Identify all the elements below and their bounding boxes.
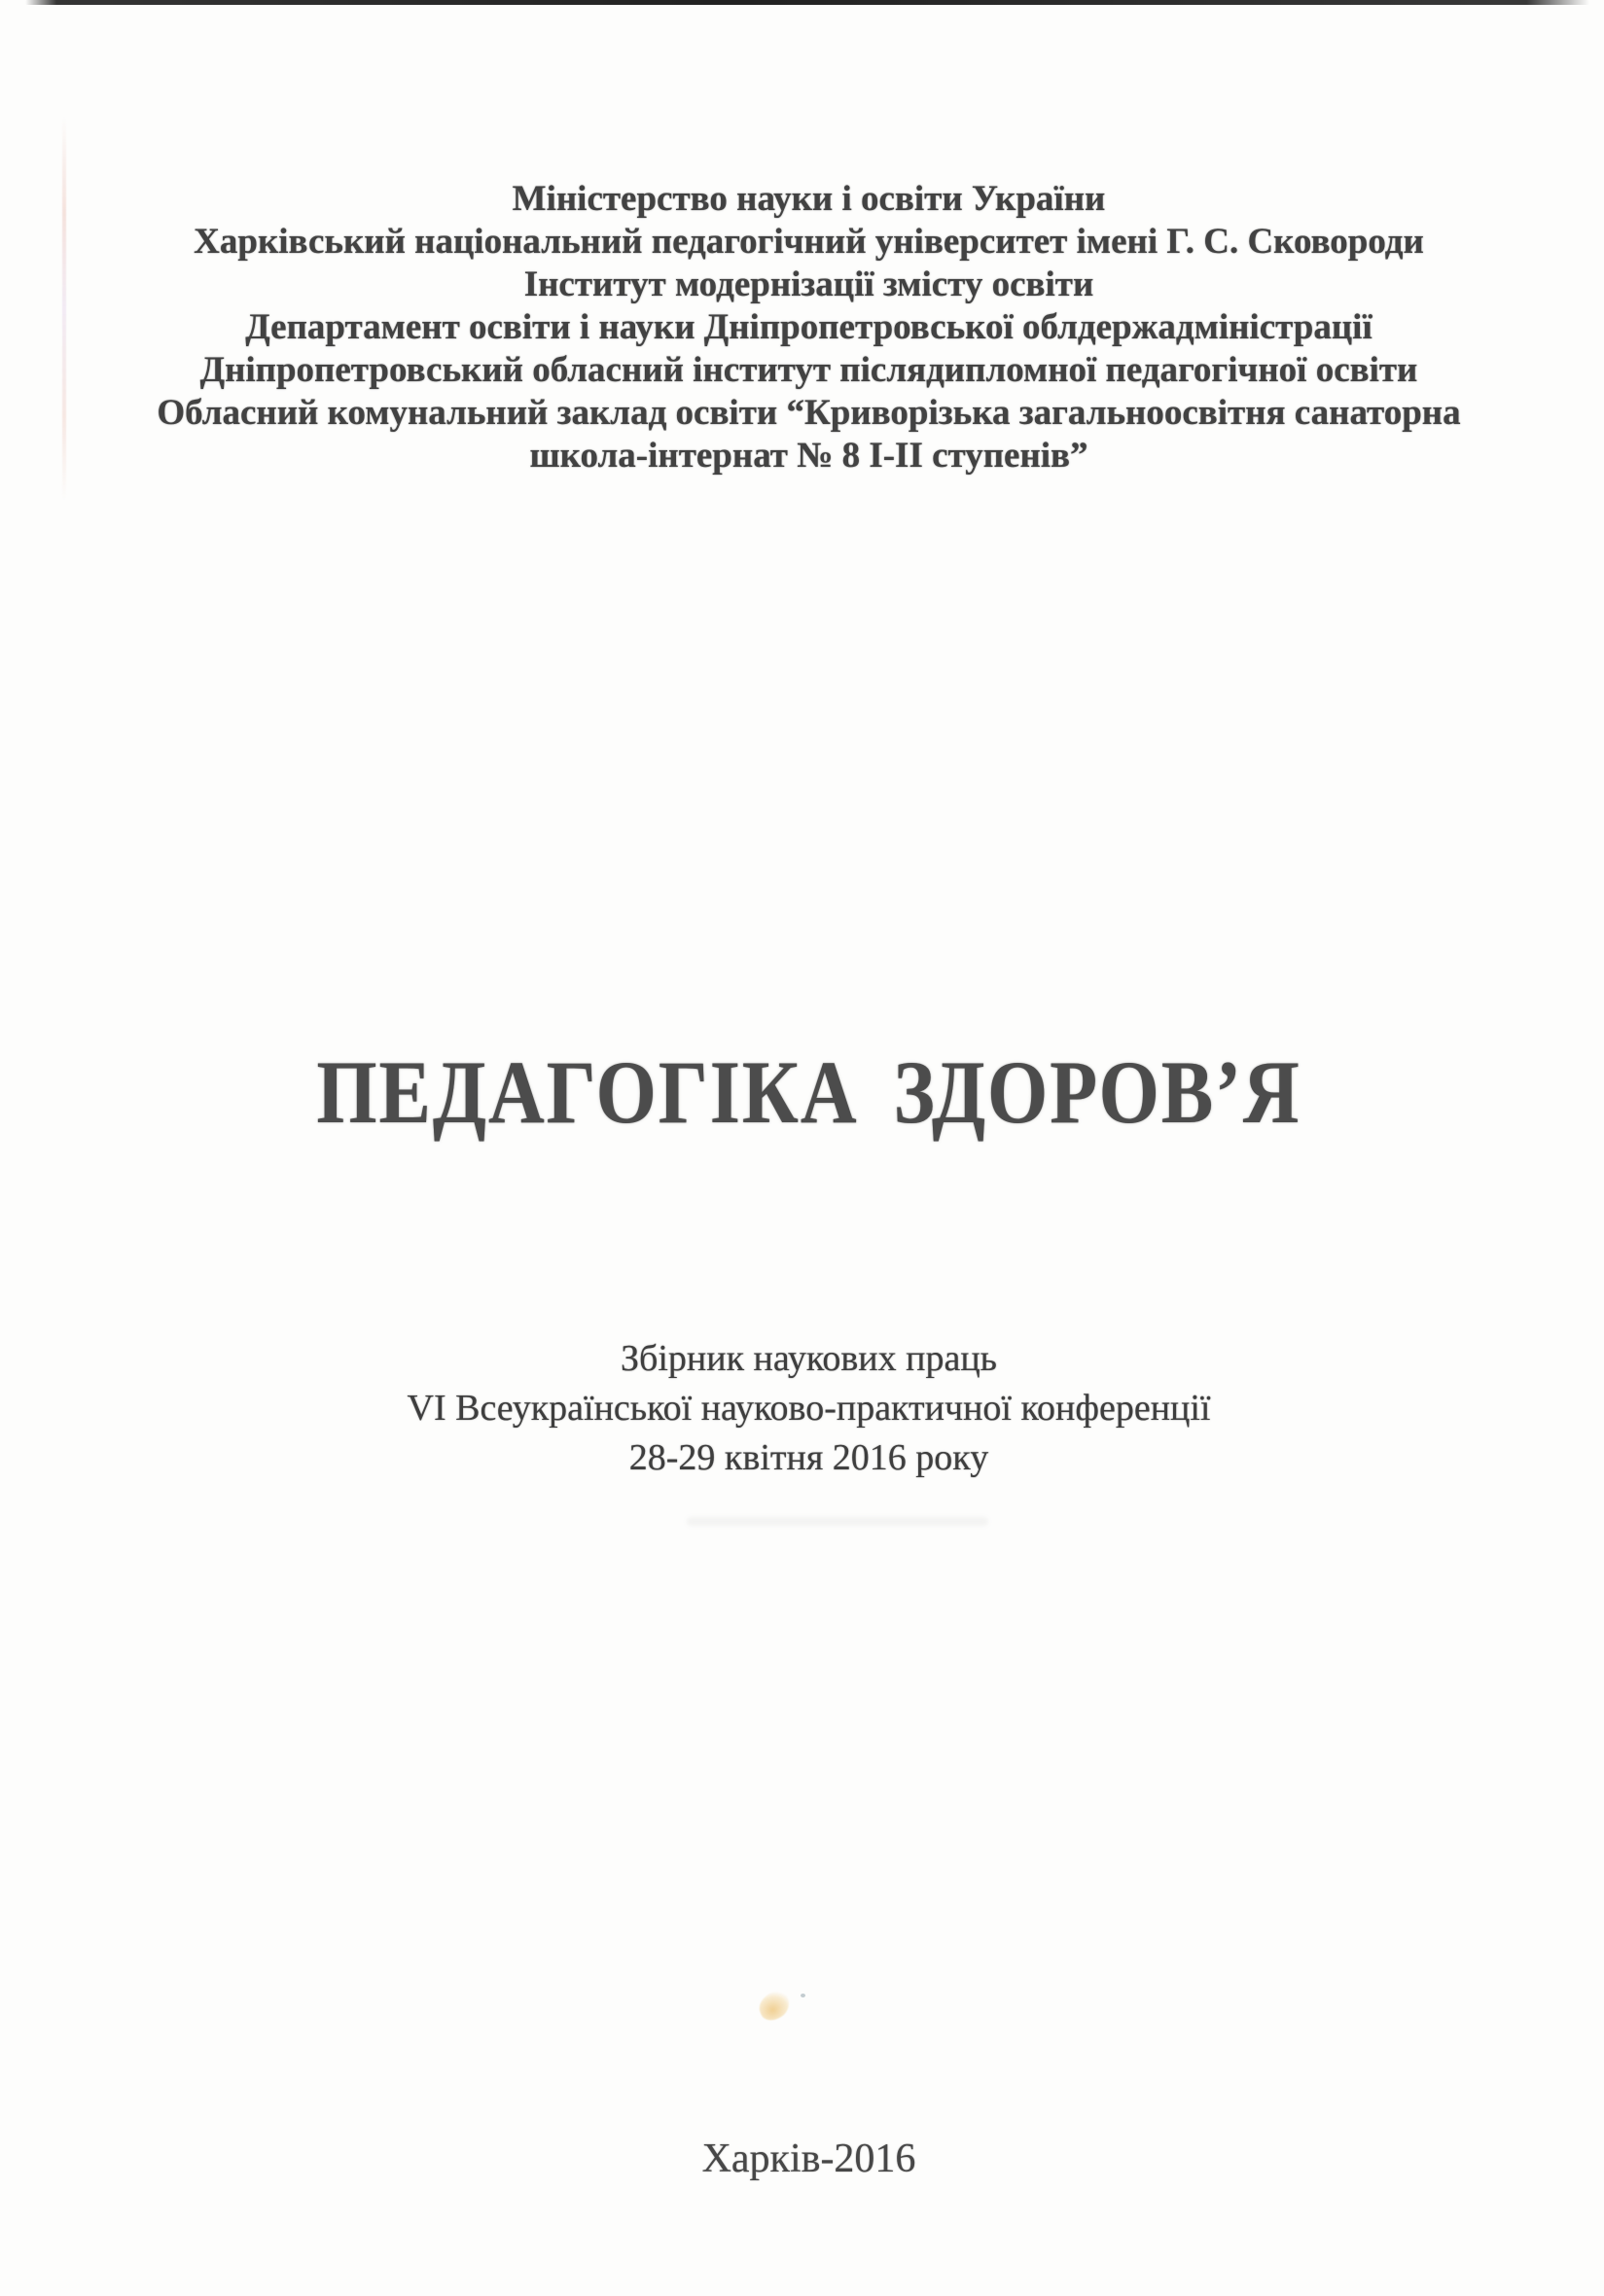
- scan-artifact-stain: [755, 1988, 794, 2025]
- org-line-institute: Інститут модернізації змісту освіти: [523, 265, 1094, 304]
- subtitle-line-conference: VI Всеукраїнської науково-практичної конференції: [407, 1388, 1211, 1429]
- org-line-school-2: школа-інтернат № 8 І-ІІ ступенів”: [529, 436, 1088, 476]
- subtitle-line-collection: Збірник наукових праць: [620, 1338, 997, 1379]
- org-line-regional-institute: Дніпропетровський обласний інститут післядипломної педагогічної освіти: [199, 350, 1418, 390]
- book-title: ПЕДАГОГІКА ЗДОРОВ’Я: [316, 1043, 1301, 1143]
- subtitle-line-date: 28-29 квітня 2016 року: [628, 1437, 989, 1478]
- imprint: Харків-2016: [701, 2137, 916, 2181]
- scan-artifact-top-edge-line: [25, 0, 1589, 5]
- scan-artifact-dot: [801, 1994, 805, 1997]
- org-line-university: Харківський національний педагогічний університет імені Г. С. Сковороди: [194, 222, 1424, 262]
- org-line-school-1: Обласний комунальний заклад освіти “Криворізька загальноосвітня санаторна: [157, 393, 1461, 433]
- org-line-department: Департамент освіти і науки Дніпропетровської облдержадміністрації: [245, 307, 1372, 347]
- organizations-block: [14, 178, 1604, 477]
- subtitle-block: [14, 1334, 1604, 1483]
- org-line-ministry: Міністерство науки і освіти України: [512, 179, 1106, 219]
- scan-artifact-smudge: [687, 1517, 988, 1526]
